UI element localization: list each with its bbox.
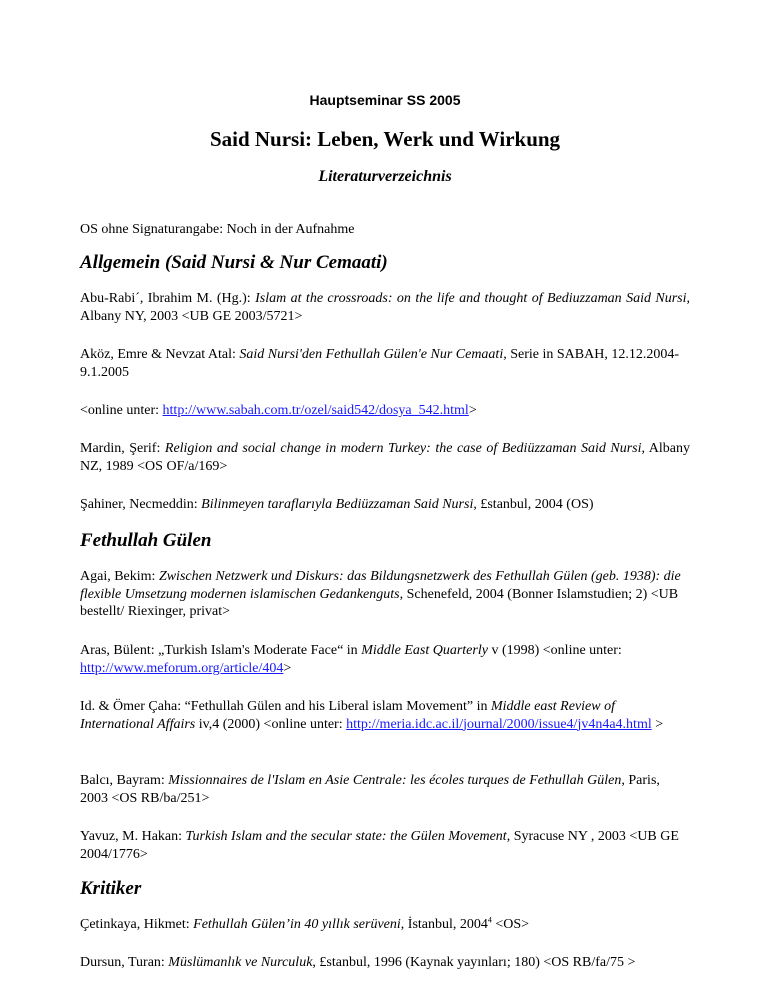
bib-entry-cetinkaya [80,916,690,934]
entry-author: Mardin, Şerif: [80,441,165,456]
entry-rest: , £stanbul, 1996 (Kaynak yayınları; 180) <OS RB/fa/75 > [312,955,636,970]
signature-note: OS ohne Signaturangabe: Noch in der Aufnahme [80,222,355,237]
edition-superscript: 4 [487,915,492,925]
entry-post: > [651,716,664,732]
bib-entry-agai [80,568,690,621]
entry-rest: , Albany NY, 2003 <UB GE 2003/5721> [80,291,691,324]
sabah-link[interactable]: http://www.sabah.com.tr/ozel/said542/dosya_542.html [162,403,469,418]
entry-title: Müslümanlık ve Nurculuk [168,955,313,970]
entry-author: Abu-Rabi´, Ibrahim M. (Hg.): [80,291,256,306]
meforum-link[interactable]: http://www.meforum.org/article/404 [80,660,284,676]
entry-title: Said Nursi'den Fethullah Gülen'e Nur Cemaati [239,347,504,362]
bib-entry-aras-caha [80,698,690,733]
entry-author: Id. & Ömer Çaha: “Fethullah Gülen and his Liberal islam Movement” in [80,699,491,714]
entry-rest: , Albany NZ, 1989 <OS OF/a/169> [80,441,691,474]
entry-author: Aköz, Emre & Nevzat Atal: [80,347,240,362]
entry-author: Şahiner, Necmeddin: [80,497,202,512]
bib-entry-yavuz [80,828,690,863]
entry-title: Zwischen Netzwerk und Diskurs: das Bildungsnetzwerk des Fethullah Gülen (geb. 1938): die flexible Umsetzung modernen islamischen Gedankenguts [80,569,681,602]
bib-entry-balci [80,772,690,807]
bib-entry-akoz [80,346,690,381]
entry-rest: , Paris, 2003 <OS RB/ba/251> [80,773,660,806]
section-heading-kritiker: Kritiker [80,878,142,899]
entry-author: Agai, Bekim: [80,569,159,584]
document-subtitle: Literaturverzeichnis [318,168,452,185]
entry-rest: , İstanbul, 2004 [400,917,488,932]
course-label: Hauptseminar SS 2005 [309,92,461,108]
bib-entry-dursun [80,954,690,972]
section-heading-gulen: Fethullah Gülen [80,530,212,551]
entry-title: Islam at the crossroads: on the life and thought of Bediuzzaman Said Nursi [255,291,687,306]
entry-author: Balcı, Bayram: [80,773,169,788]
entry-title: Turkish Islam and the secular state: the Gülen Movement [185,829,507,844]
bib-entry-sahiner [80,496,690,514]
bib-entry-online-sabah [80,402,690,420]
entry-title: Middle east Review of International Affairs [80,699,615,732]
section-heading-allgemein: Allgemein (Said Nursi & Nur Cemaati) [80,252,388,273]
entry-post: > [283,660,292,676]
document-title: Said Nursi: Leben, Werk und Wirkung [209,127,561,151]
meria-link[interactable]: http://meria.idc.ac.il/journal/2000/issue4/jv4n4a4.html [346,716,652,732]
entry-title: Middle East Quarterly [361,643,488,658]
bib-entry-mardin [80,440,690,475]
entry-title: Missionnaires de l'Islam en Asie Centrale: les écoles turques de Fethullah Gülen [168,773,622,788]
entry-rest: v (1998) <online unter: [487,643,622,658]
entry-title: Bilinmeyen taraflarıyla Bediüzzaman Said Nursi [201,497,474,512]
entry-author: Dursun, Turan: [80,955,169,970]
bib-entry-aras [80,642,690,677]
entry-title: Religion and social change in modern Turkey: the case of Bediüzzaman Said Nursi [164,441,642,456]
bib-entry-abu-rabi [80,290,690,325]
entry-author: Çetinkaya, Hikmet: [80,917,194,932]
entry-rest: , Syracuse NY , 2003 <UB GE 2004/1776> [80,829,679,862]
entry-pre: <online unter: [80,403,163,418]
entry-rest: , £stanbul, 2004 (OS) [473,497,594,512]
entry-rest: , Schenefeld, 2004 (Bonner Islamstudien; 2) <UB bestellt/ Riexinger, privat> [80,586,679,619]
entry-post: > [468,403,477,418]
entry-post: <OS> [491,917,530,932]
entry-rest: iv,4 (2000) <online unter: [195,716,347,732]
entry-title: Fethullah Gülen’in 40 yıllık serüveni [193,917,401,932]
entry-author: Aras, Bülent: „Turkish Islam's Moderate Face“ in [80,643,362,658]
entry-author: Yavuz, M. Hakan: [80,829,186,844]
entry-rest: , Serie in SABAH, 12.12.2004-9.1.2005 [80,347,679,380]
